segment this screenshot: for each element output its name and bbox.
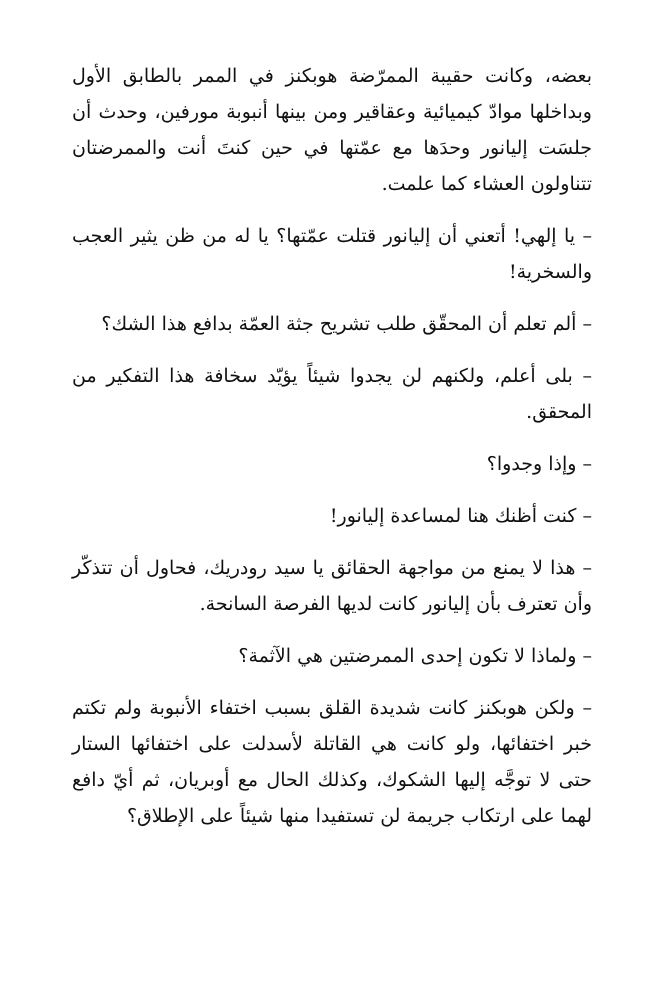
dialogue-line: – كنت أظنك هنا لمساعدة إليانور! <box>329 505 592 527</box>
book-page <box>72 58 592 850</box>
dialogue-line: – بلى أعلم، ولكنهم لن يجدوا شيئاً يؤيّد سخافة هذا التفكير من المحقق. <box>72 365 592 423</box>
dialogue-line: – ولماذا لا تكون إحدى الممرضتين هي الآثمة؟ <box>238 645 592 667</box>
dialogue-line: – يا إلهي! أتعني أن إليانور قتلت عمّتها؟ يا له من ظن يثير العجب والسخرية! <box>72 225 592 283</box>
dialogue-line: – ولكن هوبكنز كانت شديدة القلق بسبب اختفاء الأنبوبة ولم تكتم خبر اختفائها، ولو كانت هي القاتلة لأسدلت على اختفائها الستار حتى لا توجَّه إليها الشكوك، وكذلك الحال مع أوبريان، ثم أيّ دافع لهما على ارتكاب جريمة لن تستفيدا منها شيئاً على الإطلاق؟ <box>72 697 592 827</box>
paragraph-narration: بعضه، وكانت حقيبة الممرّضة هوبكنز في الممر بالطابق الأول وبداخلها موادّ كيميائية وعقاقير ومن بينها أنبوبة مورفين، وحدث أن جلسَت إليانور وحدَها مع عمّتها في حين كنتَ أنت والممرضتان تتناولون العشاء كما علمت. <box>72 65 592 195</box>
dialogue-line: – وإذا وجدوا؟ <box>486 453 592 475</box>
dialogue-line: – هذا لا يمنع من مواجهة الحقائق يا سيد رودريك، فحاول أن تتذكّر وأن تعترف بأن إليانور كانت لديها الفرصة السانحة. <box>72 557 592 615</box>
dialogue-line: – ألم تعلم أن المحقّق طلب تشريح جثة العمّة بدافع هذا الشك؟ <box>101 313 592 335</box>
